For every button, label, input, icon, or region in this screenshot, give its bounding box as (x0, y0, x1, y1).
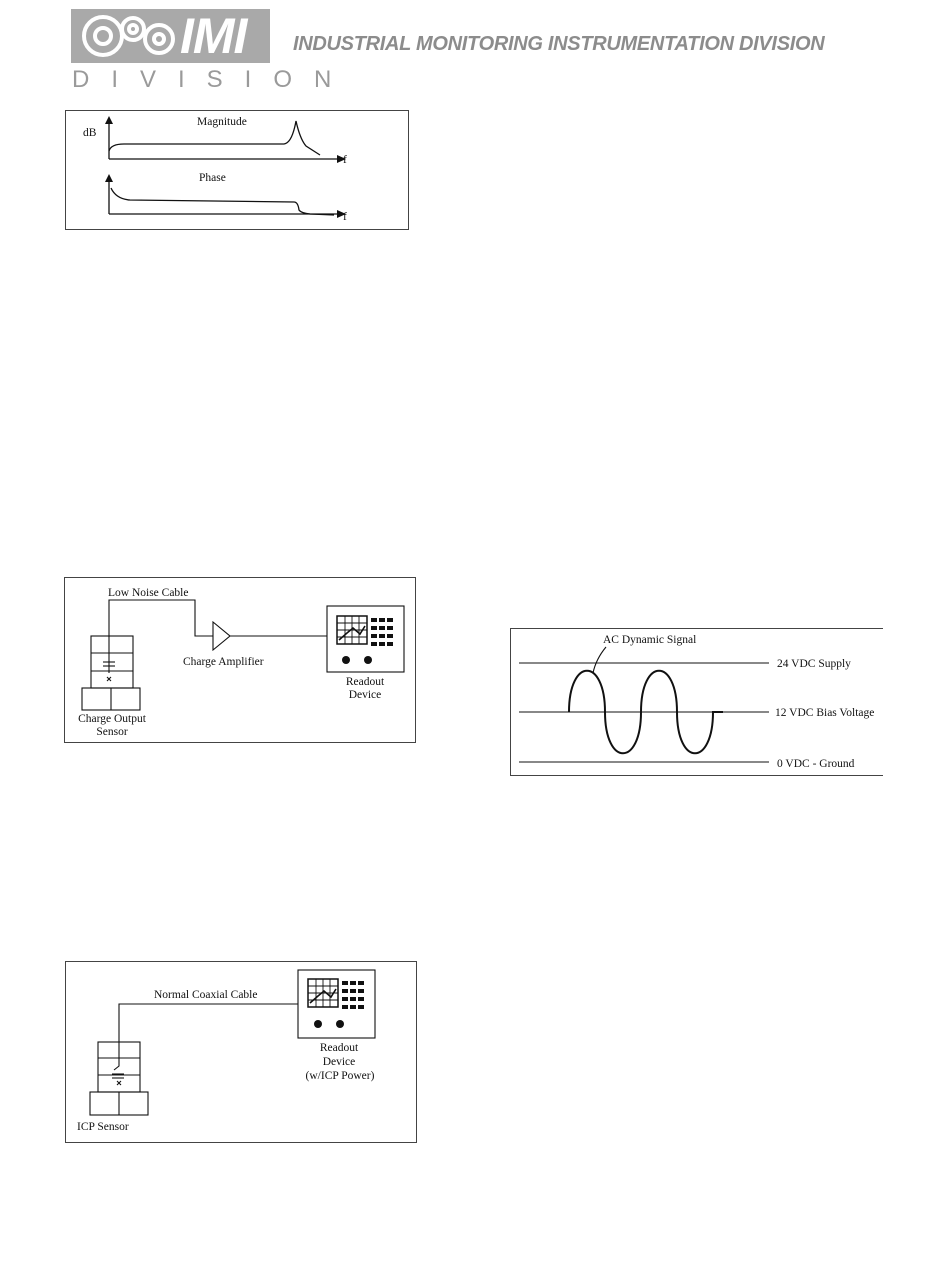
icp-readout-label-3: (w/ICP Power) (305, 1070, 375, 1082)
page-header-title: INDUSTRIAL MONITORING INSTRUMENTATION DIVISION (293, 33, 825, 55)
low-noise-cable (109, 600, 213, 637)
sensor-label: Charge Output Sensor (78, 713, 146, 738)
frequency-response-figure (65, 110, 409, 230)
x-axis-label-top: f (343, 154, 347, 166)
signal-pointer (593, 647, 606, 673)
coaxial-cable-label: Normal Coaxial Cable (154, 989, 258, 1001)
logo-text: IMI (180, 8, 247, 64)
icp-readout-label-1: Readout (319, 1042, 359, 1054)
bias-voltage-plot (511, 629, 883, 775)
magnitude-label: Magnitude (197, 116, 247, 128)
x-axis-label-bottom: f (343, 211, 347, 223)
amplifier-label: Charge Amplifier (183, 656, 264, 668)
phase-curve (111, 188, 334, 215)
readout-label: Readout Device (345, 676, 385, 701)
magnitude-y-arrow (105, 116, 113, 124)
bias-voltage-figure (510, 628, 883, 776)
signal-label: AC Dynamic Signal (603, 634, 697, 646)
cable-label: Low Noise Cable (108, 587, 189, 599)
y-axis-label: dB (83, 127, 97, 139)
coaxial-cable (119, 1004, 298, 1042)
phase-y-arrow (105, 174, 113, 182)
charge-amplifier-symbol (213, 622, 230, 650)
icp-sensor-label: ICP Sensor (77, 1121, 129, 1133)
logo-subtext: DIVISION (72, 66, 354, 93)
icp-readout-label-2: Device (322, 1056, 356, 1068)
icp-system-figure (65, 961, 417, 1143)
supply-label: 24 VDC Supply (777, 658, 851, 670)
bias-label: 12 VDC Bias Voltage (775, 707, 875, 719)
ground-label: 0 VDC - Ground (777, 758, 855, 770)
charge-output-system-figure (64, 577, 416, 743)
phase-label: Phase (199, 172, 226, 184)
